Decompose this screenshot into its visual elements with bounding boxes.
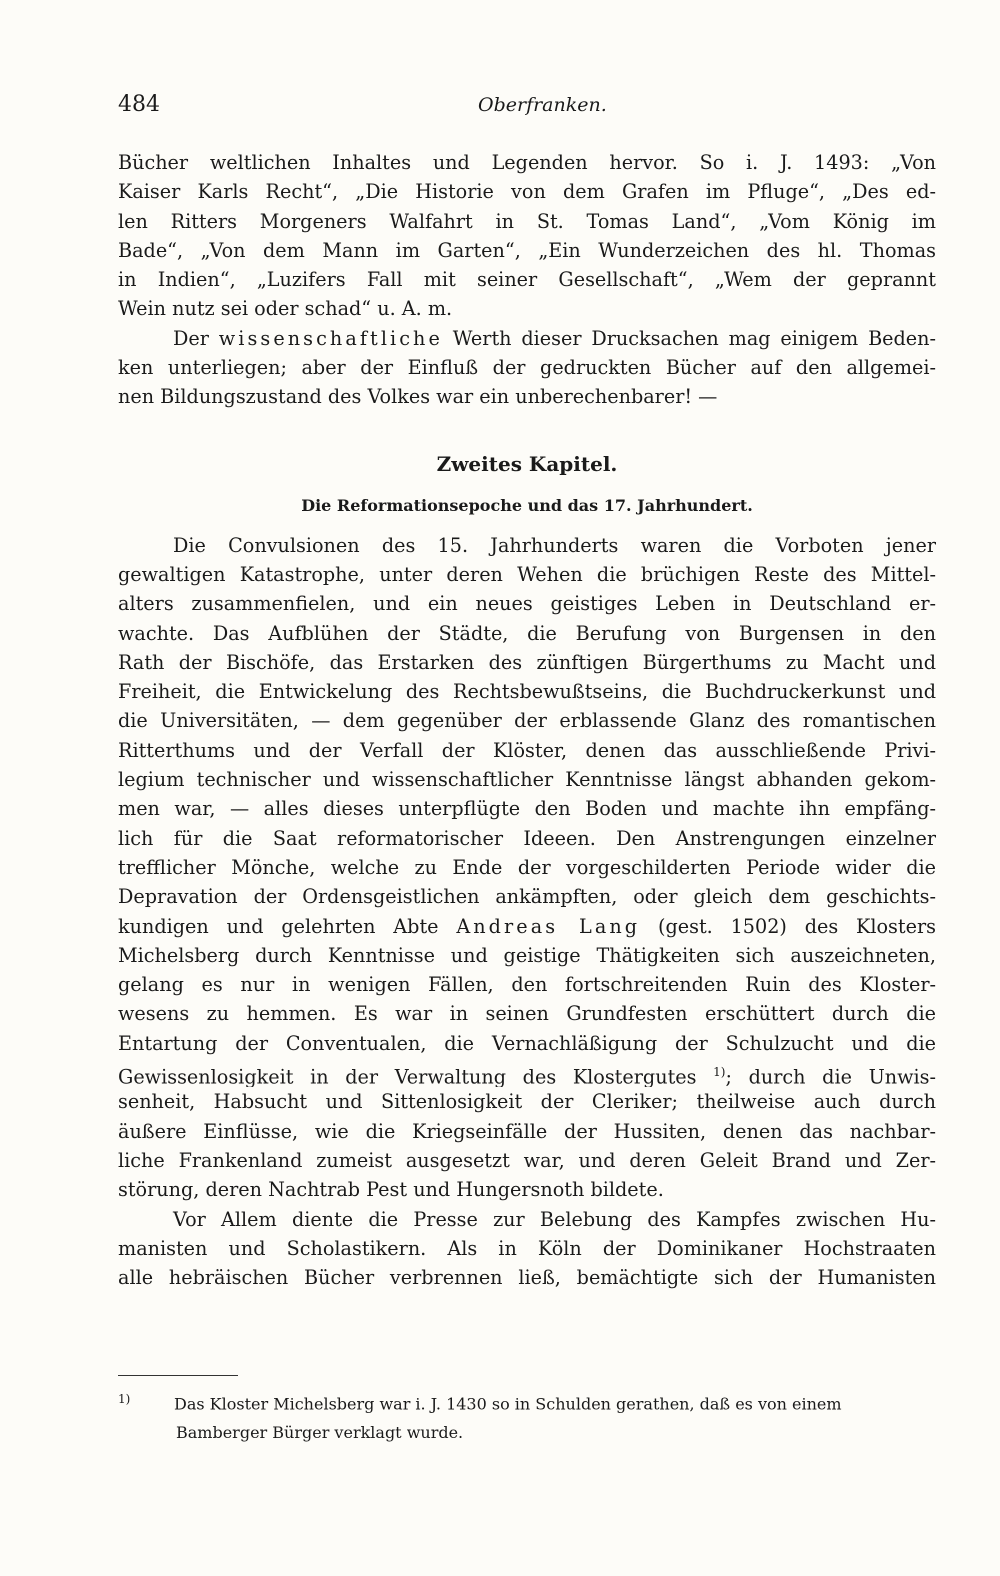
text-line: len Ritters Morgeners Walfahrt in St. Tomas Land“, „Vom König im — [118, 209, 936, 233]
text-line: Entartung der Conventualen, die Vernachläßigung der Schulzucht und die — [118, 1031, 936, 1055]
text-line: manisten und Scholastikern. Als in Köln der Dominikaner Hochstraaten — [118, 1236, 936, 1260]
heading-spacer — [118, 519, 936, 531]
text-line: ken unterliegen; aber der Einfluß der gedruckten Bücher auf den allgemei- — [118, 356, 936, 380]
emphasized-name: Andreas Lang — [456, 914, 641, 938]
text-line: Bade“, „Von dem Mann im Garten“, „Ein Wunderzeichen des hl. Thomas — [118, 238, 936, 262]
footnote-divider — [118, 1375, 238, 1376]
text-span: Der — [173, 326, 219, 350]
footnote-number: 1) — [118, 1392, 131, 1406]
footnote-text: Das Kloster Michelsberg war i. J. 1430 so in Schulden gerathen, daß es von einem — [174, 1394, 842, 1414]
text-span: Gewissenlosigkeit in der Verwaltung des Klostergutes — [118, 1065, 714, 1088]
text-line: gewaltigen Katastrophe, unter deren Wehen die brüchigen Reste des Mittel- — [118, 562, 936, 586]
emphasized-word: wissenschaftliche — [218, 326, 443, 350]
text-line: Wein nutz sei oder schad“ u. A. m. — [118, 297, 453, 321]
text-line: trefflicher Mönche, welche zu Ende der vorgeschilderten Periode wider die — [118, 855, 936, 879]
chapter-title: Zweites Kapitel. — [436, 451, 618, 476]
page-header — [118, 92, 914, 124]
text-line: wesens zu hemmen. Es war in seinen Grundfesten erschüttert durch die — [118, 1002, 936, 1026]
text-line: Depravation der Ordensgeistlichen ankämpften, oder gleich dem geschichts- — [118, 885, 936, 909]
text-line: gelang es nur in wenigen Fällen, den fortschreitenden Ruin des Kloster- — [118, 973, 936, 997]
text-line: in Indien“, „Luzifers Fall mit seiner Gesellschaft“, „Wem der geprannt — [118, 268, 936, 292]
text-line: Vor Allem diente die Presse zur Belebung des Kampfes zwischen Hu- — [173, 1207, 936, 1231]
text-line: störung, deren Nachtrab Pest und Hungersnoth bildete. — [118, 1178, 664, 1202]
text-line: äußere Einflüsse, wie die Kriegseinfälle der Hussiten, denen das nachbar- — [118, 1119, 936, 1143]
body-text — [118, 148, 936, 1292]
chapter-subtitle: Die Reformationsepoche und das 17. Jahrhundert. — [301, 495, 753, 515]
text-line: alters zusammenfielen, und ein neues geistiges Leben in Deutschland er- — [118, 592, 936, 616]
text-line: Bücher weltlichen Inhaltes und Legenden hervor. So i. J. 1493: „Von — [118, 151, 936, 174]
text-line — [118, 324, 936, 353]
text-line — [118, 1058, 936, 1087]
text-line: nen Bildungszustand des Volkes war ein unberechenbarer! — — [118, 385, 718, 409]
footnote-line: Bamberger Bürger verklagt wurde. — [176, 1423, 464, 1443]
text-span: (gest. 1502) des Klosters — [640, 914, 936, 938]
text-line — [118, 912, 936, 941]
text-span: ; durch die Unwis- — [725, 1065, 936, 1088]
text-span: kundigen und gelehrten Abte — [118, 914, 457, 938]
text-line: senheit, Habsucht und Sittenlosigkeit der Cleriker; theilweise auch durch — [118, 1090, 936, 1114]
text-line: Ritterthums und der Verfall der Klöster, denen das ausschließende Privi- — [118, 738, 936, 762]
text-line: alle hebräischen Bücher verbrennen ließ, bemächtigte sich der Humanisten — [118, 1266, 936, 1290]
text-line: Kaiser Karls Recht“, „Die Historie von dem Grafen im Pfluge“, „Des ed- — [118, 180, 936, 204]
text-span: Werth dieser Drucksachen mag einigem Beden- — [442, 326, 936, 350]
text-line: legium technischer und wissenschaftlicher Kenntnisse längst abhanden gekom- — [118, 768, 936, 792]
footnote-marker — [118, 1385, 174, 1418]
text-line: Michelsberg durch Kenntnisse und geistige Thätigkeiten sich auszeichneten, — [118, 943, 936, 967]
text-line: liche Frankenland zumeist ausgesetzt war, und deren Geleit Brand und Zer- — [118, 1148, 936, 1172]
text-line: Rath der Bischöfe, das Erstarken des zünftigen Bürgerthums zu Macht und — [118, 650, 936, 674]
text-line: die Universitäten, — dem gegenüber der erblassende Glanz des romantischen — [118, 709, 936, 733]
footnote — [118, 1385, 936, 1447]
text-line: men war, — alles dieses unterpflügte den Boden und machte ihn empfäng- — [118, 797, 936, 821]
text-line: Freiheit, die Entwickelung des Rechtsbewußtseins, die Buchdruckerkunst und — [118, 680, 936, 704]
text-line: Die Convulsionen des 15. Jahrhunderts waren die Vorboten jener — [173, 533, 936, 557]
text-line: wachte. Das Aufblühen der Städte, die Berufung von Burgensen in den — [118, 621, 936, 645]
page-number: 484 — [118, 92, 160, 117]
text-line: lich für die Saat reformatorischer Ideeen. Den Anstrengungen einzelner — [118, 826, 936, 850]
footnote-line — [118, 1385, 936, 1418]
footnote-reference[interactable]: 1) — [713, 1065, 726, 1080]
running-head: Oberfranken. — [478, 94, 607, 116]
